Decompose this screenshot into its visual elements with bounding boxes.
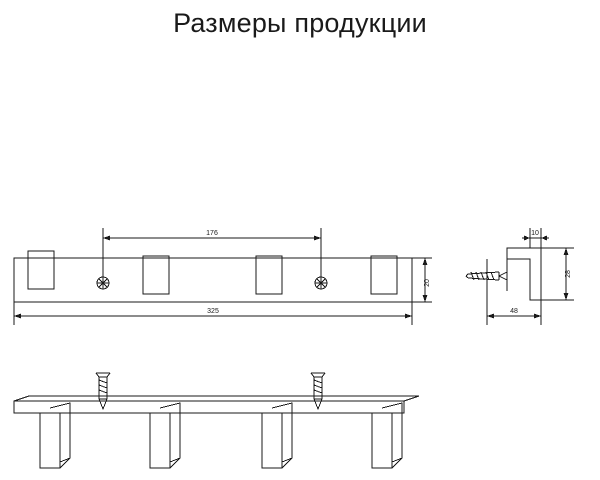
dimension-label-28: 28 bbox=[565, 270, 572, 278]
front-hook-3 bbox=[256, 256, 282, 294]
perspective-screw-1 bbox=[96, 373, 110, 409]
perspective-rail-plate bbox=[14, 396, 419, 413]
page-title: Размеры продукции bbox=[173, 8, 427, 38]
dimension-label-10: 10 bbox=[531, 230, 539, 237]
front-view bbox=[14, 228, 432, 325]
perspective-view bbox=[14, 373, 419, 468]
perspective-screw-2 bbox=[311, 373, 325, 409]
dimension-label-48: 48 bbox=[510, 308, 518, 315]
dimension-label-20: 20 bbox=[424, 279, 431, 287]
perspective-hook-4 bbox=[372, 413, 392, 468]
perspective-hook-1 bbox=[40, 413, 60, 468]
front-rail-body bbox=[14, 258, 412, 302]
dimension-label-325: 325 bbox=[207, 308, 219, 315]
side-view bbox=[466, 228, 574, 325]
front-screw-1 bbox=[97, 277, 109, 289]
front-hook-1 bbox=[28, 251, 54, 289]
side-hook-profile bbox=[507, 248, 541, 300]
front-hook-2 bbox=[143, 256, 169, 294]
dimension-label-176: 176 bbox=[206, 230, 218, 237]
perspective-hook-3 bbox=[262, 413, 282, 468]
perspective-hook-2 bbox=[150, 413, 170, 468]
front-hook-4 bbox=[371, 256, 397, 294]
front-screw-2 bbox=[315, 277, 327, 289]
